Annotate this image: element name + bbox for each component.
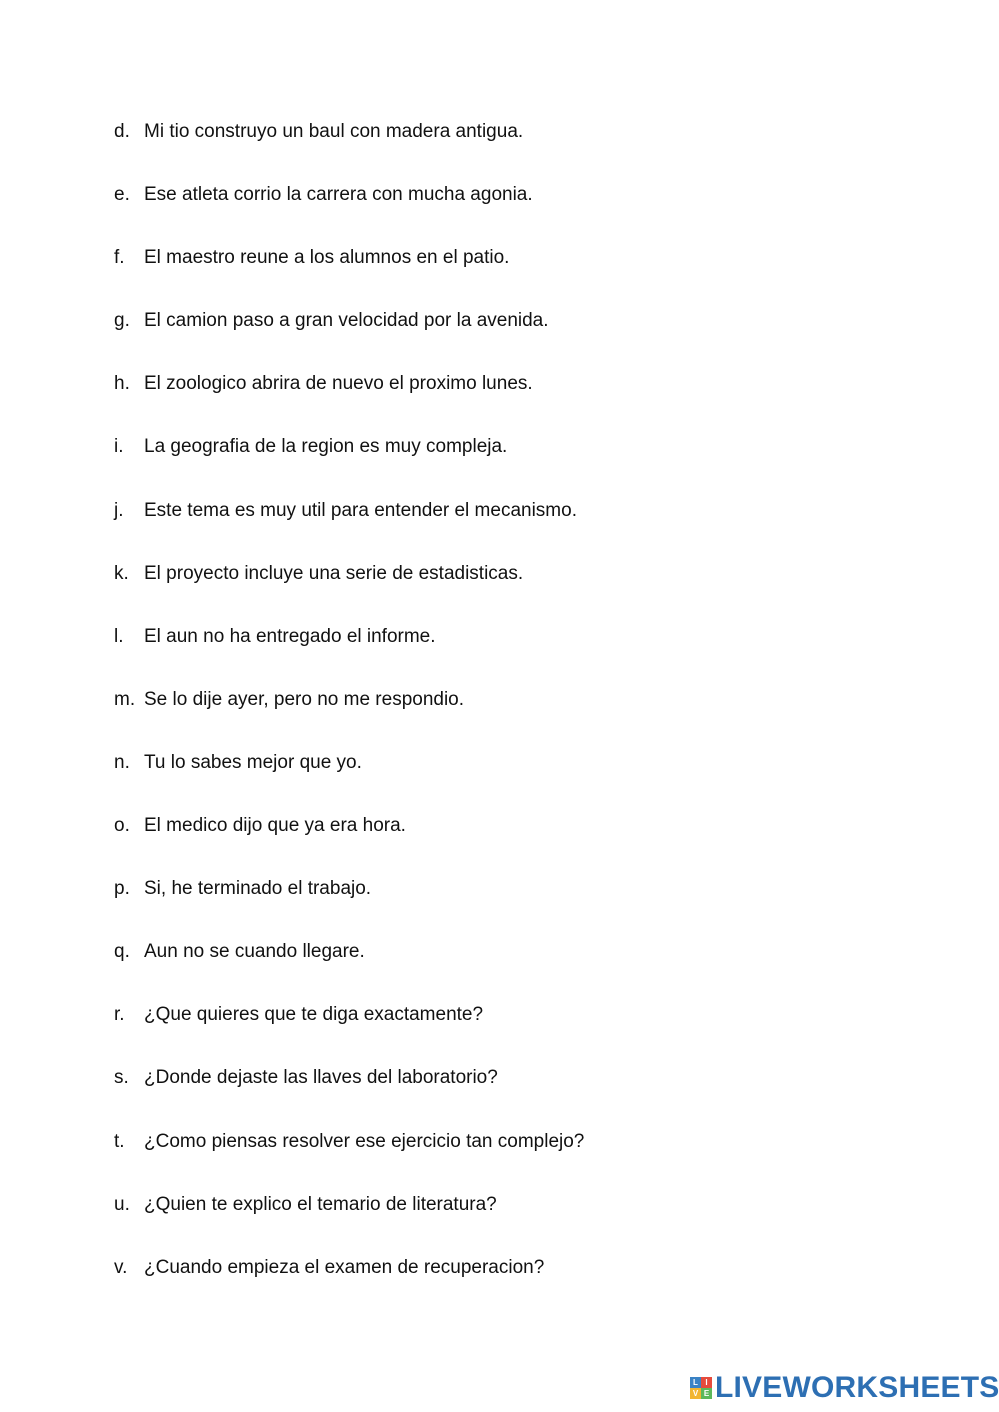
- item-text: Ese atleta corrio la carrera con mucha agonia.: [144, 184, 533, 206]
- list-item: [114, 182, 584, 245]
- logo-square-l: L: [690, 1377, 701, 1388]
- list-item: [114, 498, 584, 561]
- sentence-list: [114, 119, 584, 1318]
- item-letter: s.: [114, 1067, 129, 1089]
- item-letter: f.: [114, 247, 125, 269]
- list-item: [114, 434, 584, 497]
- item-text: ¿Cuando empieza el examen de recuperacion?: [144, 1256, 545, 1278]
- item-text: Este tema es muy util para entender el mecanismo.: [144, 499, 577, 521]
- list-item: [114, 119, 584, 182]
- liveworksheets-logo-icon: [690, 1377, 712, 1399]
- item-letter: g.: [114, 310, 130, 332]
- item-letter: h.: [114, 373, 130, 395]
- item-text: Tu lo sabes mejor que yo.: [144, 751, 362, 773]
- item-text: Si, he terminado el trabajo.: [144, 878, 372, 900]
- item-letter: v.: [114, 1256, 128, 1278]
- item-text: Se lo dije ayer, pero no me respondio.: [144, 688, 465, 710]
- list-item: [114, 1002, 584, 1065]
- item-text: El aun no ha entregado el informe.: [144, 625, 436, 647]
- list-item: [114, 687, 584, 750]
- logo-square-v: V: [690, 1388, 701, 1399]
- item-letter: t.: [114, 1130, 125, 1152]
- item-letter: p.: [114, 878, 130, 900]
- item-text: El camion paso a gran velocidad por la avenida.: [144, 310, 549, 332]
- item-text: El medico dijo que ya era hora.: [144, 815, 406, 837]
- list-item: [114, 308, 584, 371]
- list-item: [114, 750, 584, 813]
- item-letter: r.: [114, 1004, 125, 1026]
- item-letter: q.: [114, 941, 130, 963]
- item-text: El proyecto incluye una serie de estadisticas.: [144, 562, 524, 584]
- list-item: [114, 876, 584, 939]
- list-item: [114, 813, 584, 876]
- item-letter: i.: [114, 436, 124, 458]
- list-item: [114, 1129, 584, 1192]
- liveworksheets-logo[interactable]: [690, 1372, 999, 1404]
- item-letter: k.: [114, 562, 129, 584]
- list-item: [114, 561, 584, 624]
- list-item: [114, 624, 584, 687]
- item-text: El zoologico abrira de nuevo el proximo lunes.: [144, 373, 533, 395]
- list-item: [114, 371, 584, 434]
- item-letter: l.: [114, 625, 124, 647]
- item-text: ¿Como piensas resolver ese ejercicio tan complejo?: [144, 1130, 585, 1152]
- item-letter: n.: [114, 751, 130, 773]
- list-item: [114, 1255, 584, 1318]
- item-letter: e.: [114, 184, 130, 206]
- item-text: Aun no se cuando llegare.: [144, 941, 365, 963]
- logo-square-e: E: [701, 1388, 712, 1399]
- item-text: El maestro reune a los alumnos en el patio.: [144, 247, 510, 269]
- list-item: [114, 1192, 584, 1255]
- logo-wordmark: LIVEWORKSHEETS: [715, 1371, 999, 1404]
- item-letter: u.: [114, 1193, 130, 1215]
- list-item: [114, 939, 584, 1002]
- item-letter: m.: [114, 688, 136, 710]
- list-item: [114, 1065, 584, 1128]
- list-item: [114, 245, 584, 308]
- item-text: ¿Quien te explico el temario de literatura?: [144, 1193, 497, 1215]
- item-letter: j.: [114, 499, 124, 521]
- item-text: Mi tio construyo un baul con madera antigua.: [144, 121, 524, 142]
- item-letter: o.: [114, 815, 130, 837]
- item-letter: d.: [114, 121, 130, 142]
- logo-square-i: I: [701, 1377, 712, 1388]
- item-text: ¿Donde dejaste las llaves del laboratorio?: [144, 1067, 498, 1089]
- item-text: ¿Que quieres que te diga exactamente?: [144, 1004, 484, 1026]
- item-text: La geografia de la region es muy compleja.: [144, 436, 508, 458]
